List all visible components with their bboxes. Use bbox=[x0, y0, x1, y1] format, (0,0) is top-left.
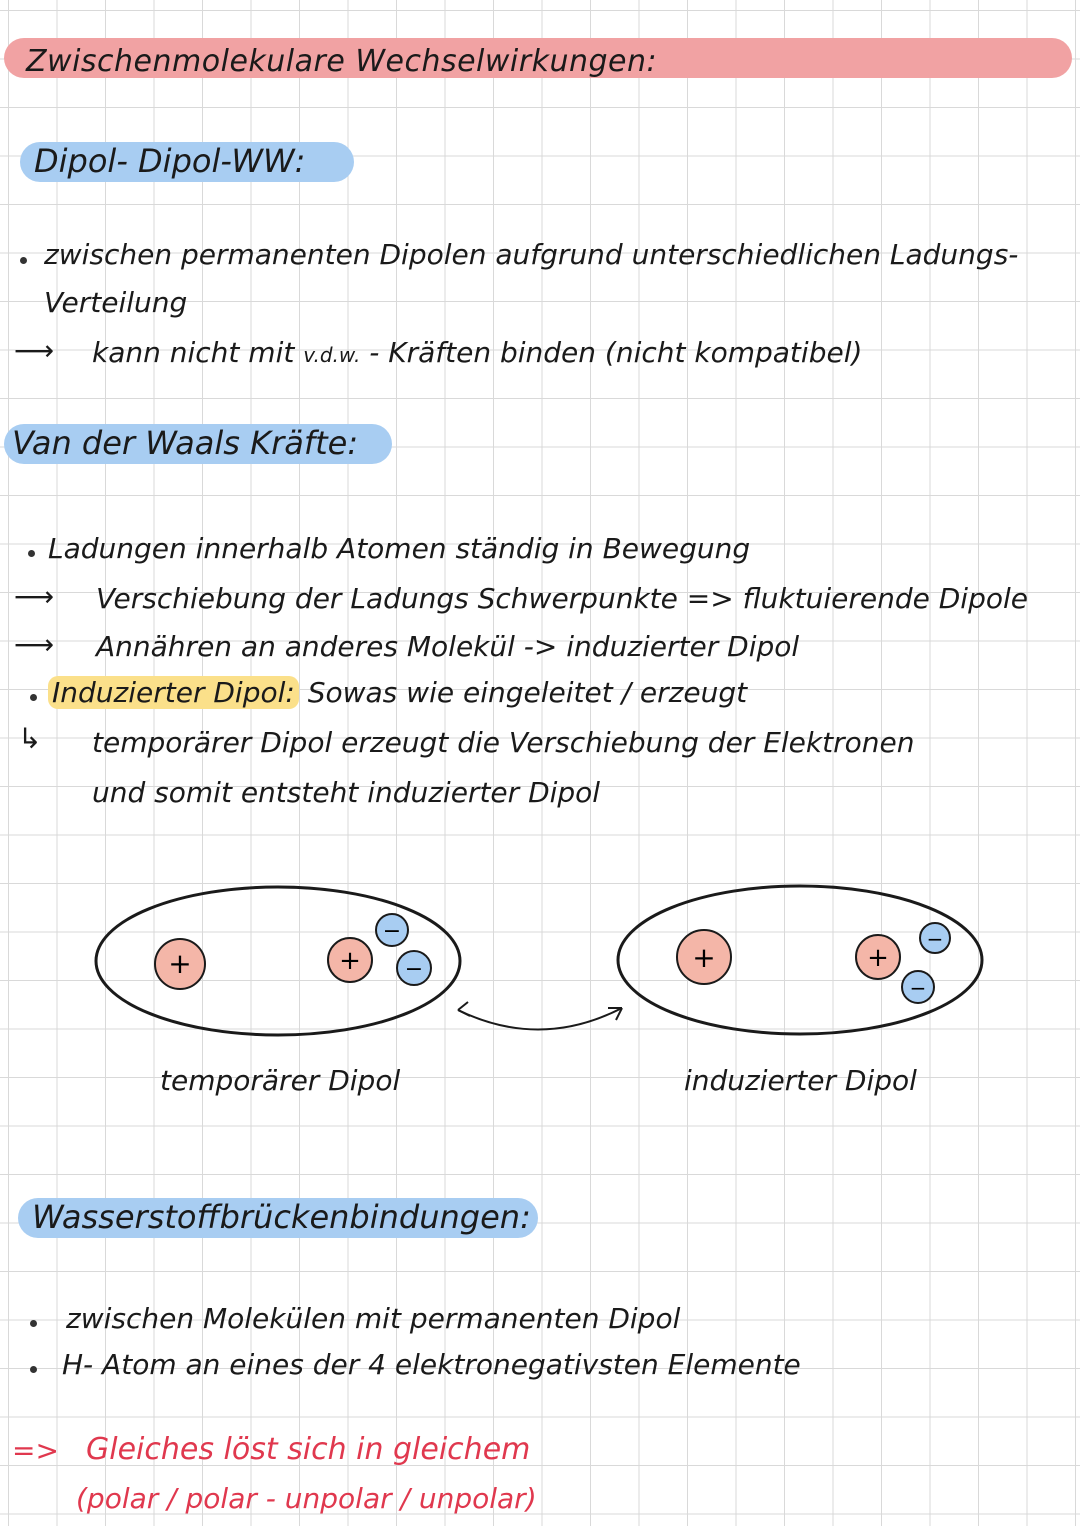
vdw-abbreviation: v.d.w. bbox=[303, 343, 361, 367]
svg-text:+: + bbox=[867, 943, 889, 973]
positive-charge-icon bbox=[328, 938, 372, 982]
positive-charge-icon bbox=[856, 935, 900, 979]
dipol-line-1: zwischen permanenten Dipolen aufgrund unterschiedlichen Ladungs- bbox=[44, 238, 1019, 271]
bullet-dot bbox=[30, 1366, 37, 1373]
hook-arrow-icon: ↳ bbox=[18, 722, 42, 755]
arrow-icon: ⟶ bbox=[14, 580, 55, 613]
positive-charge-icon bbox=[677, 930, 731, 984]
induced-dipole-caption: induzierter Dipol bbox=[684, 1064, 917, 1097]
vdw-line-5: temporärer Dipol erzeugt die Verschiebung der Elektronen bbox=[92, 726, 915, 759]
negative-charge-icon bbox=[920, 923, 950, 953]
negative-charge-icon bbox=[397, 951, 431, 985]
arrow-icon: ⟶ bbox=[14, 628, 55, 661]
positive-charge-icon bbox=[155, 939, 205, 989]
vdw-line-6: und somit entsteht induzierter Dipol bbox=[92, 776, 601, 809]
svg-text:+: + bbox=[692, 941, 716, 974]
dipol-line-3-start: kann nicht mit bbox=[92, 336, 295, 369]
conclusion-line-1: Gleiches löst sich in gleichem bbox=[86, 1432, 531, 1467]
svg-text:−: − bbox=[382, 919, 402, 944]
temporary-dipole-caption: temporärer Dipol bbox=[160, 1064, 401, 1097]
vdw-line-3: Annähren an anderes Molekül -> induzierter Dipol bbox=[96, 630, 800, 663]
vdw-line-2: Verschiebung der Ladungs Schwerpunkte => fluktuierende Dipole bbox=[96, 582, 1028, 615]
vdw-heading: Van der Waals Kräfte: bbox=[12, 424, 359, 462]
bullet-dot bbox=[30, 1320, 37, 1327]
hbond-line-1: zwischen Molekülen mit permanenten Dipol bbox=[66, 1302, 681, 1335]
negative-charge-icon bbox=[902, 971, 934, 1003]
hbond-line-2: H- Atom an eines der 4 elektronegativsten Elemente bbox=[62, 1348, 801, 1381]
dipole-diagram bbox=[0, 860, 1080, 1060]
hbond-heading: Wasserstoffbrückenbindungen: bbox=[32, 1198, 531, 1236]
induced-dipole-definition: Sowas wie eingeleitet / erzeugt bbox=[307, 676, 748, 709]
arrow-icon: ⟶ bbox=[14, 334, 55, 367]
induced-dipole-molecule bbox=[618, 886, 982, 1034]
page-title: Zwischenmolekulare Wechselwirkungen: bbox=[26, 44, 658, 79]
svg-text:−: − bbox=[909, 976, 927, 1000]
svg-text:+: + bbox=[168, 947, 192, 980]
induced-dipole-term: Induzierter Dipol: bbox=[48, 676, 299, 709]
svg-text:−: − bbox=[926, 927, 944, 951]
bullet-dot bbox=[28, 550, 35, 557]
svg-text:+: + bbox=[339, 946, 361, 976]
vdw-line-4 bbox=[48, 676, 747, 709]
dipol-line-3-end: - Kräften binden (nicht kompatibel) bbox=[369, 336, 863, 369]
interaction-arrow-icon bbox=[458, 1002, 622, 1030]
vdw-line-1: Ladungen innerhalb Atomen ständig in Bewegung bbox=[48, 532, 751, 565]
dipol-heading: Dipol- Dipol-WW: bbox=[34, 142, 306, 180]
conclusion-line-2: (polar / polar - unpolar / unpolar) bbox=[76, 1482, 537, 1515]
bullet-dot bbox=[30, 694, 37, 701]
bullet-dot bbox=[20, 257, 27, 264]
negative-charge-icon bbox=[376, 914, 408, 946]
implies-icon: => bbox=[12, 1434, 59, 1467]
dipol-line-3 bbox=[92, 336, 862, 369]
svg-text:−: − bbox=[404, 957, 424, 982]
dipol-line-2: Verteilung bbox=[44, 286, 188, 319]
